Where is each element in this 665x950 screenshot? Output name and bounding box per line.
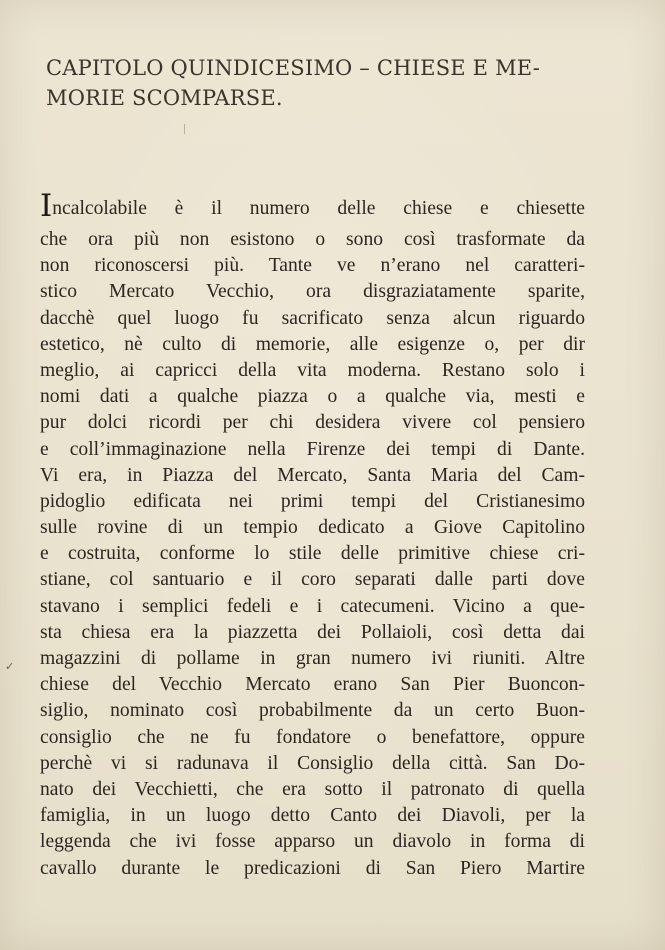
- first-line-text: ncalcolabile è il numero delle chiese e chiesette: [52, 198, 585, 219]
- text-line: stavano i semplici fedeli e i catecumeni. Vicino a que-: [40, 595, 585, 617]
- margin-pencil-mark: ✓: [5, 660, 15, 673]
- text-line: dacchè quel luogo fu sacrificato senza alcun riguardo: [40, 307, 585, 329]
- text-line: meglio, ai capricci della vita moderna. Restano solo i: [40, 359, 585, 381]
- text-line: cavallo durante le predicazioni di San Piero Martire: [40, 857, 585, 879]
- chapter-title-line: MORIE SCOMPARSE.: [46, 86, 283, 110]
- text-line: che ora più non esistono o sono così trasformate da: [40, 229, 585, 250]
- text-line: nato dei Vecchietti, che era sotto il patronato di quella: [40, 778, 585, 800]
- text-line: stiane, col santuario e il coro separati dalle parti dove: [40, 569, 585, 591]
- chapter-title: [46, 53, 606, 113]
- text-line: pidoglio edificata nei primi tempi del Cristianesimo: [40, 490, 585, 512]
- text-line: sta chiesa era la piazzetta dei Pollaioli, così detta dai: [40, 621, 585, 643]
- text-line: e costruita, conforme lo stile delle primitive chiese cri-: [40, 543, 585, 565]
- text-line: non riconoscersi più. Tante ve n’erano nel caratteri-: [40, 255, 585, 277]
- text-line: [40, 188, 585, 227]
- page-blemish: [184, 124, 185, 134]
- chapter-title-line: CAPITOLO QUINDICESIMO – CHIESE E ME-: [46, 56, 541, 80]
- text-line: famiglia, in un luogo detto Canto dei Diavoli, per la: [40, 805, 585, 827]
- text-line: stico Mercato Vecchio, ora disgraziatamente sparite,: [40, 281, 585, 303]
- text-line: pur dolci ricordi per chi desidera vivere col pensiero: [40, 412, 585, 434]
- drop-cap: I: [40, 188, 53, 224]
- text-line: siglio, nominato così probabilmente da un certo Buon-: [40, 700, 585, 722]
- chapter-body: [40, 188, 585, 882]
- text-line: e coll’immaginazione nella Firenze dei tempi di Dante.: [40, 438, 585, 460]
- text-line: nomi dati a qualche piazza o a qualche via, mesti e: [40, 386, 585, 408]
- text-line: Vi era, in Piazza del Mercato, Santa Maria del Cam-: [40, 464, 585, 486]
- text-line: leggenda che ivi fosse apparso un diavolo in forma di: [40, 831, 585, 853]
- text-line: perchè vi si radunava il Consiglio della città. San Do-: [40, 752, 585, 774]
- text-line: magazzini di pollame in gran numero ivi riuniti. Altre: [40, 648, 585, 669]
- text-line: estetico, nè culto di memorie, alle esigenze o, per dir: [40, 333, 585, 355]
- text-line: consiglio che ne fu fondatore o benefattore, oppure: [40, 726, 585, 748]
- text-line: chiese del Vecchio Mercato erano San Pier Buoncon-: [40, 674, 585, 696]
- text-line: sulle rovine di un tempio dedicato a Giove Capitolino: [40, 517, 585, 539]
